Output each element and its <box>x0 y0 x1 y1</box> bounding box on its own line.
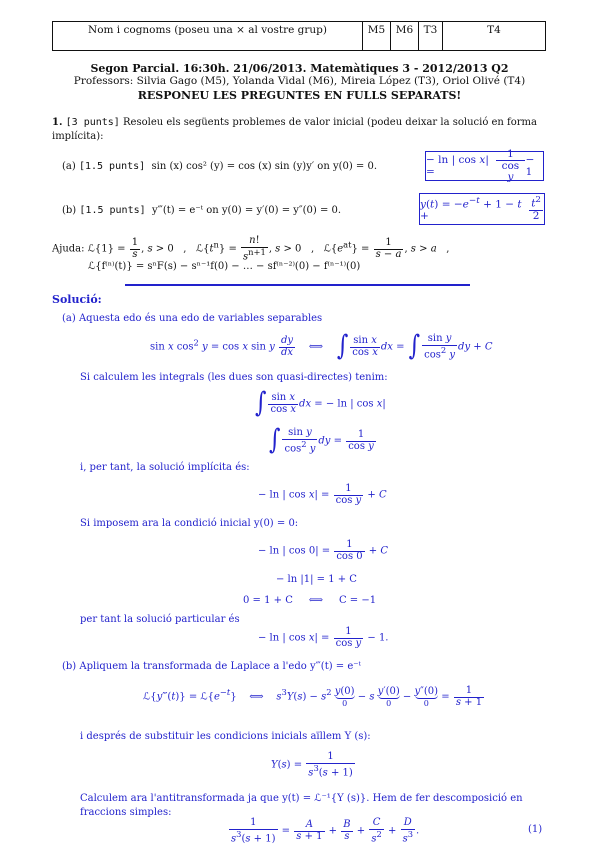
problem-statement: 1. [3 punts] Resoleu els següents problemes de valor inicial (podeu deixar la solució en forma implícita): <box>52 117 537 142</box>
equation-number: (1) <box>528 824 543 835</box>
exam-title: Segon Parcial. 16:30h. 21/06/2013. Matemàtiques 3 - 2012/2013 Q2 <box>90 62 509 75</box>
separable-equation: sin x $\cos^2 y = \cos x$ sin y $\frac{dy}{dx}$ ⟺ ∫ $\frac{\text{sin x}}{\text{cos x}}$ dx = ∫ $\frac{\text{sin y}}{\cos^2 y}$ dy + C <box>150 330 493 363</box>
solution-heading: Solució: <box>52 293 102 306</box>
problem-b: (b) [1.5 punts] y‴(t) = e⁻ᵗ on y(0) = y′(0) = y″(0) = 0. <box>62 205 342 216</box>
solution-a-intro: (a) Aquesta edo és una edo de variables separables <box>62 313 323 324</box>
answer-box-a: − ln | cos x| = $\frac{1}{\text{cos y}}$ − 1 <box>425 151 544 181</box>
solution-a-calc: Si calculem les integrals (les dues son quasi-directes) tenim: <box>80 372 388 383</box>
implicit-solution: − ln | cos x| = $\frac{1}{\text{cos y}}$ + C <box>258 483 387 506</box>
laplace-transform-eq: ℒ{y‴(t)} = $ℒ\{e^{-t}\}$ ⟺ $s^3Y(s) - s^2$ y(0) 0 − s y′(0) 0 − y″(0) 0 = $\frac{1}{s + 1}$ <box>143 685 483 708</box>
partial-fractions: $\frac{1}{s^3(s + 1)}$ = $\frac{A}{s + 1}$ + $\frac{B}{s}$ + $\frac{C}{s^2}$ + $\frac{D}{s^3}$ . <box>231 817 420 844</box>
professors-line: Professors: Silvia Gago (M5), Yolanda Vidal (M6), Mireia López (T3), Oriol Olivé (T4) <box>73 75 526 87</box>
header-table <box>52 21 546 51</box>
help-laplace-derivative: ℒ{f⁽ⁿ⁾(t)} = sⁿF(s) − sⁿ⁻¹f(0) − … − sf⁽ⁿ⁻²⁾(0) − f⁽ⁿ⁻¹⁾(0) <box>88 261 361 272</box>
instructions-heading: RESPONEU LES PREGUNTES EN FULLS SEPARATS! <box>137 89 462 102</box>
solution-a-cond: Si imposem ara la condició inicial y(0) = 0: <box>80 518 299 529</box>
integral-x: ∫ $\frac{\text{sin x}}{\text{cos x}}$ dx = − ln | cos x| <box>255 387 386 419</box>
solution-b-subst: i després de substituir les condicions inicials aïllem Y (s): <box>80 731 371 742</box>
problem-a: (a) [1.5 punts] sin (x) cos² (y) = cos (x) sin (y)y′ on y(0) = 0. <box>62 161 378 172</box>
ln-one-eq: − ln |1| = 1 + C <box>276 574 357 585</box>
group-t4[interactable]: T4 <box>487 24 501 36</box>
particular-solution: − ln | cos x| = $\frac{1}{\text{cos y}}$ − 1. <box>258 626 389 649</box>
separator-line <box>125 284 470 286</box>
name-field[interactable]: Nom i cognoms (poseu una × al vostre grup) <box>53 22 363 50</box>
solution-b-anti: Calculem ara l'antitransformada ja que y(t) = ℒ⁻¹{Y (s)}. Hem de fer descomposició en fraccions simples: <box>80 793 523 818</box>
group-m5[interactable]: M5 <box>363 22 391 50</box>
solution-a-particular: per tant la solució particular és <box>80 614 240 625</box>
condition-eq: − ln | cos 0| = $\frac{1}{\cos 0}$ + C <box>258 539 389 562</box>
solution-a-implicit: i, per tant, la solució implícita és: <box>80 462 250 473</box>
group-t3[interactable]: T3 <box>419 22 443 50</box>
y-of-s: Y(s) = $\frac{1}{s^3(s + 1)}$ <box>271 751 353 778</box>
integral-y: ∫ $\frac{\text{sin y}}{\cos^2 y}$ dy = $\frac{1}{\text{cos y}}$ <box>269 424 374 457</box>
answer-box-b: $y(t) = -e^{-t} + 1 - t$ + $\frac{t^2}{2}$ <box>419 193 545 225</box>
help-formulas: Ajuda: ℒ{1} = $\frac{1}{s}$ , s > 0 , $ℒ\{t^n\}$ = $\frac{n!}{s^{n+1}}$ , s > 0 , $ℒ\{e^{at}\}$ = $\frac{1}{s - a}$ , s > a , <box>52 235 450 262</box>
constant-eq: 0 = 1 + C ⟺ C = −1 <box>243 595 377 606</box>
group-m6[interactable]: M6 <box>391 22 419 50</box>
solution-b-intro: (b) Apliquem la transformada de Laplace a l'edo y‴(t) = e⁻ᵗ <box>62 661 362 672</box>
